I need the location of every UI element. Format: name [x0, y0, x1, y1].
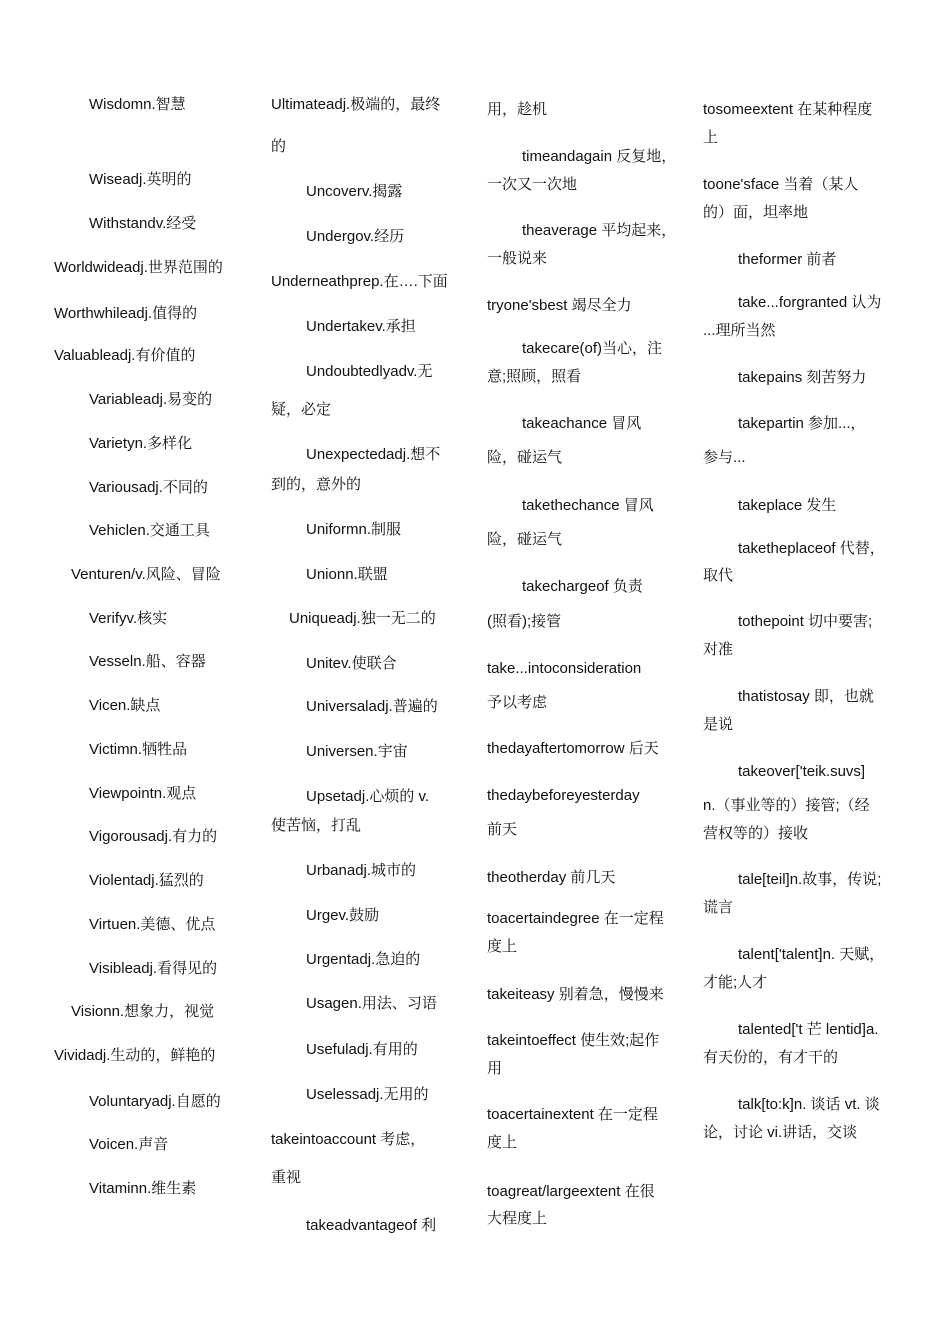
entry-takeintoeffect: takeintoeffect 使生效;起作 — [487, 1032, 660, 1049]
entry-violent: Violentadj.猛烈的 — [89, 872, 204, 889]
entry-theformer: theformer 前者 — [738, 251, 837, 268]
entry-takepartin-cont: 参与... — [703, 449, 746, 466]
entry-takecare-cont: 意;照顾，照看 — [487, 368, 582, 385]
entry-takeplace: takeplace 发生 — [738, 497, 837, 514]
entry-takepartin: takepartin 参加...， — [738, 415, 866, 432]
entry-vivid: Vividadj.生动的，鲜艳的 — [54, 1047, 216, 1064]
entry-tothepoint-cont: 对准 — [703, 641, 734, 658]
entry-withstand: Withstandv.经受 — [89, 215, 197, 232]
entry-vice: Vicen.缺点 — [89, 697, 161, 714]
entry-tosomeextent-cont: 上 — [703, 129, 719, 146]
entry-talk: talk[to:k]n. 谈话 vt. 谈 — [738, 1096, 880, 1113]
entry-tale: tale[teil]n.故事，传说; — [738, 871, 882, 888]
entry-talented: talented['t 芒 lentid]a. — [738, 1021, 879, 1038]
entry-talented-cont: 有天份的，有才干的 — [703, 1049, 839, 1066]
entry-taketheplaceof-cont: 取代 — [703, 567, 734, 584]
entry-takecare: takecare(of)当心，注 — [522, 340, 663, 357]
entry-valuable: Valuableadj.有价值的 — [54, 347, 196, 364]
entry-takeforgranted: take...forgranted 认为 — [738, 294, 882, 311]
entry-voluntary: Voluntaryadj.自愿的 — [89, 1093, 221, 1110]
entry-urgent: Urgentadj.急迫的 — [306, 951, 421, 968]
entry-tryonesbest: tryone'sbest 竭尽全力 — [487, 297, 632, 314]
entry-taketheplaceof: taketheplaceof 代替， — [738, 540, 885, 557]
entry-unite: Unitev.使联合 — [306, 655, 397, 672]
entry-tale-cont: 谎言 — [703, 899, 734, 916]
entry-variable: Variableadj.易变的 — [89, 391, 213, 408]
entry-takechargeof: takechargeof 负责 — [522, 578, 643, 595]
entry-toacertainextent: toacertainextent 在一定程 — [487, 1106, 658, 1123]
entry-takeintoconsideration: take...intoconsideration — [487, 660, 642, 677]
entry-undoubtedly: Undoubtedlyadv.无 — [306, 363, 433, 380]
entry-talk-cont: 论，讨论 vi.讲话，交谈 — [703, 1124, 858, 1141]
entry-vessel: Vesseln.船、容器 — [89, 653, 206, 670]
entry-wisdom: Wisdomn.智慧 — [89, 96, 186, 113]
entry-toacertaindegree: toacertaindegree 在一定程 — [487, 910, 664, 927]
entry-takethechance-cont: 险，碰运气 — [487, 531, 563, 548]
entry-vision: Visionn.想象力，视觉 — [71, 1003, 215, 1020]
entry-thatistosay: thatistosay 即，也就 — [738, 688, 874, 705]
entry-ultimate-cont: 的 — [271, 138, 287, 155]
entry-toonesface-cont: 的）面，坦率地 — [703, 204, 809, 221]
entry-theaverage: theaverage 平均起来， — [522, 222, 677, 239]
entry-useless: Uselessadj.无用的 — [306, 1086, 429, 1103]
entry-takeforgranted-cont: ...理所当然 — [703, 322, 776, 339]
entry-takechargeof-cont: (照看);接管 — [487, 613, 562, 630]
entry-tothepoint: tothepoint 切中要害; — [738, 613, 873, 630]
entry-timeandagain: timeandagain 反复地， — [522, 148, 677, 165]
entry-takeadvantageof: takeadvantageof 利 — [306, 1217, 437, 1234]
entry-useful: Usefuladj.有用的 — [306, 1041, 418, 1058]
entry-wise: Wiseadj.英明的 — [89, 171, 192, 188]
entry-toacertaindegree-cont: 度上 — [487, 938, 518, 955]
entry-unexpected: Unexpectedadj.想不 — [306, 446, 441, 463]
entry-toonesface: toone'sface 当着（某人 — [703, 176, 859, 193]
entry-virtue: Virtuen.美德、优点 — [89, 916, 216, 933]
entry-toacertainextent-cont: 度上 — [487, 1134, 518, 1151]
entry-takeintoaccount: takeintoaccount 考虑， — [271, 1131, 426, 1148]
entry-takeintoaccount-cont: 重视 — [271, 1169, 302, 1186]
entry-vehicle: Vehiclen.交通工具 — [89, 522, 210, 539]
entry-takeover-cont2: 营权等的）接收 — [703, 825, 809, 842]
entry-toagreatextent-cont: 大程度上 — [487, 1210, 548, 1227]
entry-toagreatextent: toagreat/largeextent 在很 — [487, 1183, 655, 1200]
entry-talent-cont: 才能;人才 — [703, 974, 768, 991]
entry-viewpoint: Viewpointn.观点 — [89, 785, 197, 802]
entry-uncover: Uncoverv.揭露 — [306, 183, 403, 200]
entry-underneath: Underneathprep.在….下面 — [271, 273, 448, 290]
entry-takeover: takeover['teik.suvs] — [738, 763, 866, 780]
entry-undergo: Undergov.经历 — [306, 228, 405, 245]
entry-takeadvantageof-cont: 用，趁机 — [487, 101, 548, 118]
entry-theotherday: theotherday 前几天 — [487, 869, 616, 886]
entry-takeachance: takeachance 冒风 — [522, 415, 642, 432]
entry-unexpected-cont: 到的，意外的 — [271, 476, 362, 493]
entry-thatistosay-cont: 是说 — [703, 716, 734, 733]
entry-thedayaftertomorrow: thedayaftertomorrow 后天 — [487, 740, 659, 757]
entry-venture: Venturen/v.风险、冒险 — [71, 566, 221, 583]
entry-tosomeextent: tosomeextent 在某种程度 — [703, 101, 873, 118]
entry-usage: Usagen.用法、习语 — [306, 995, 437, 1012]
entry-timeandagain-cont: 一次又一次地 — [487, 176, 578, 193]
entry-thedaybeforeyesterday-cont: 前天 — [487, 821, 518, 838]
entry-undoubtedly-cont: 疑，必定 — [271, 401, 332, 418]
entry-variety: Varietyn.多样化 — [89, 435, 193, 452]
entry-visible: Visibleadj.看得见的 — [89, 960, 218, 977]
entry-vigorous: Vigorousadj.有力的 — [89, 828, 218, 845]
entry-takeintoconsideration-cont: 予以考虑 — [487, 694, 548, 711]
entry-unique: Uniqueadj.独一无二的 — [289, 610, 436, 627]
entry-verify: Verifyv.核实 — [89, 610, 168, 627]
entry-worthwhile: Worthwhileadj.值得的 — [54, 305, 198, 322]
entry-takeiteasy: takeiteasy 别着急，慢慢来 — [487, 986, 664, 1003]
entry-worldwide: Worldwideadj.世界范围的 — [54, 259, 223, 276]
entry-ultimate: Ultimateadj.极端的，最终 — [271, 96, 441, 113]
entry-union: Unionn.联盟 — [306, 566, 388, 583]
entry-victim: Victimn.牺牲品 — [89, 741, 188, 758]
entry-takeintoeffect-cont: 用 — [487, 1060, 503, 1077]
entry-upset-cont: 使苦恼，打乱 — [271, 817, 362, 834]
entry-universal: Universaladj.普遍的 — [306, 698, 438, 715]
entry-various: Variousadj.不同的 — [89, 479, 208, 496]
entry-voice: Voicen.声音 — [89, 1136, 169, 1153]
entry-upset: Upsetadj.心烦的 v. — [306, 788, 430, 805]
entry-universe: Universen.宇宙 — [306, 743, 408, 760]
entry-urban: Urbanadj.城市的 — [306, 862, 417, 879]
entry-urge: Urgev.鼓励 — [306, 907, 380, 924]
entry-talent: talent['talent]n. 天赋， — [738, 946, 885, 963]
entry-theaverage-cont: 一般说来 — [487, 250, 548, 267]
entry-undertake: Undertakev.承担 — [306, 318, 416, 335]
entry-takethechance: takethechance 冒风 — [522, 497, 654, 514]
entry-thedaybeforeyesterday: thedaybeforeyesterday — [487, 787, 640, 804]
entry-vitamin: Vitaminn.维生素 — [89, 1180, 197, 1197]
entry-takeover-cont1: n.（事业等的）接管;（经 — [703, 797, 870, 814]
entry-takepains: takepains 刻苦努力 — [738, 369, 867, 386]
entry-uniform: Uniformn.制服 — [306, 521, 402, 538]
entry-takeachance-cont: 险，碰运气 — [487, 449, 563, 466]
